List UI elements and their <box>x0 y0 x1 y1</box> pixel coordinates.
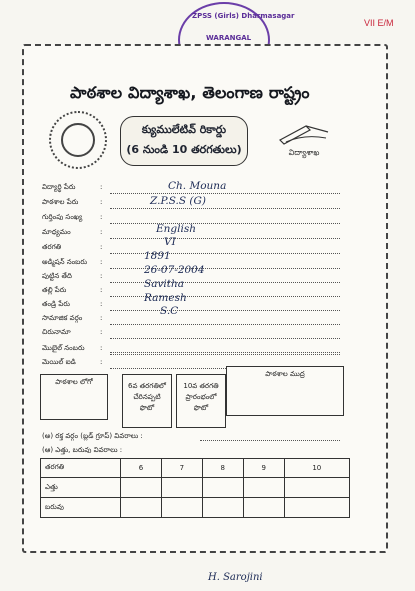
blood-group-line <box>200 440 340 441</box>
field-label: చిరునామా <box>42 328 71 336</box>
table-header-row <box>41 459 350 478</box>
stamp-middle-text: WARANGAL <box>206 34 252 42</box>
table-cell <box>243 498 284 518</box>
logo-text: విద్యాశాఖ <box>288 148 320 157</box>
table-cell <box>202 478 243 498</box>
record-title-banner <box>120 116 248 166</box>
table-cell <box>284 498 349 518</box>
table-header-cell: 6 <box>121 459 162 478</box>
field-value: 26-07-2004 <box>144 264 205 276</box>
table-header-cell: తరగతి <box>41 459 121 478</box>
field-value: Ch. Mouna <box>168 180 227 192</box>
government-seal-icon <box>49 111 107 169</box>
field-value: VI <box>164 236 176 248</box>
school-seal-label: పాఠశాల ముద్ర <box>265 370 305 378</box>
field-label: తల్లి పేరు <box>42 286 67 294</box>
table-cell <box>121 478 162 498</box>
field-label: తరగతి <box>42 243 62 251</box>
class6-photo-label: 6వ తరగతిలో చేరినప్పటి ఫొటో <box>127 382 166 412</box>
school-seal-box <box>226 366 344 416</box>
field-label: మొబైల్ నంబరు <box>42 344 85 352</box>
field-value: Savitha <box>144 278 184 290</box>
table-header-cell: 8 <box>202 459 243 478</box>
table-cell <box>202 498 243 518</box>
table-header-cell: 10 <box>284 459 349 478</box>
department-header: పాఠశాల విద్యాశాఖ, తెలంగాణ రాష్ట్రం <box>70 83 310 102</box>
field-label: గుర్తింపు సంఖ్య <box>42 213 83 221</box>
signature: H. Sarojini <box>208 572 263 583</box>
table-row-label: ఎత్తు <box>41 478 121 498</box>
table-cell <box>284 478 349 498</box>
table-row <box>41 498 350 518</box>
table-cell <box>161 478 202 498</box>
field-label: అడ్మిషన్ నంబరు <box>42 258 88 266</box>
height-weight-table <box>40 458 350 518</box>
field-value: S.C <box>160 305 179 317</box>
field-value: Ramesh <box>144 292 187 304</box>
field-label: మాధ్యమం <box>42 228 71 236</box>
record-title: క్యుములేటివ్ రికార్డు <box>141 123 227 136</box>
blood-group-label: (అ) రక్త వర్గం (బ్లడ్ గ్రూప్) వివరాలు : <box>42 432 143 440</box>
field-value: 1891 <box>144 250 171 262</box>
field-value: English <box>156 223 197 235</box>
field-label: సామాజిక వర్గం <box>42 314 83 322</box>
table-cell <box>243 478 284 498</box>
stamp-top-text: ZPSS (Girls) Dharmasagar <box>192 12 295 20</box>
field-label: పుట్టిన తేది <box>42 272 72 280</box>
pen-book-icon <box>276 120 332 146</box>
school-logo-label: పాఠశాల లోగో <box>55 378 93 386</box>
field-value: Z.P.S.S (G) <box>150 195 206 207</box>
table-cell <box>161 498 202 518</box>
table-row-label: బరువు <box>41 498 121 518</box>
table-row <box>41 478 350 498</box>
education-dept-logo <box>276 120 332 159</box>
field-label: పాఠశాల పేరు <box>42 198 79 206</box>
height-weight-label: (ఆ) ఎత్తు, బరువు వివరాలు : <box>42 446 123 454</box>
field-label: తండ్రి పేరు <box>42 300 70 308</box>
record-subtitle: (6 నుండి 10 తరగతులు) <box>126 143 242 156</box>
class10-photo-box <box>176 374 226 428</box>
table-header-cell: 9 <box>243 459 284 478</box>
margin-note: VII E/M <box>364 18 394 28</box>
field-label: విద్యార్థి పేరు <box>42 183 76 191</box>
class6-photo-box <box>122 374 172 428</box>
table-cell <box>121 498 162 518</box>
field-label: మెయిల్ ఐడి <box>42 358 76 366</box>
class10-photo-label: 10వ తరగతి ప్రారంభంలో ఫొటో <box>183 382 219 412</box>
table-header-cell: 7 <box>161 459 202 478</box>
school-logo-box <box>40 374 108 420</box>
